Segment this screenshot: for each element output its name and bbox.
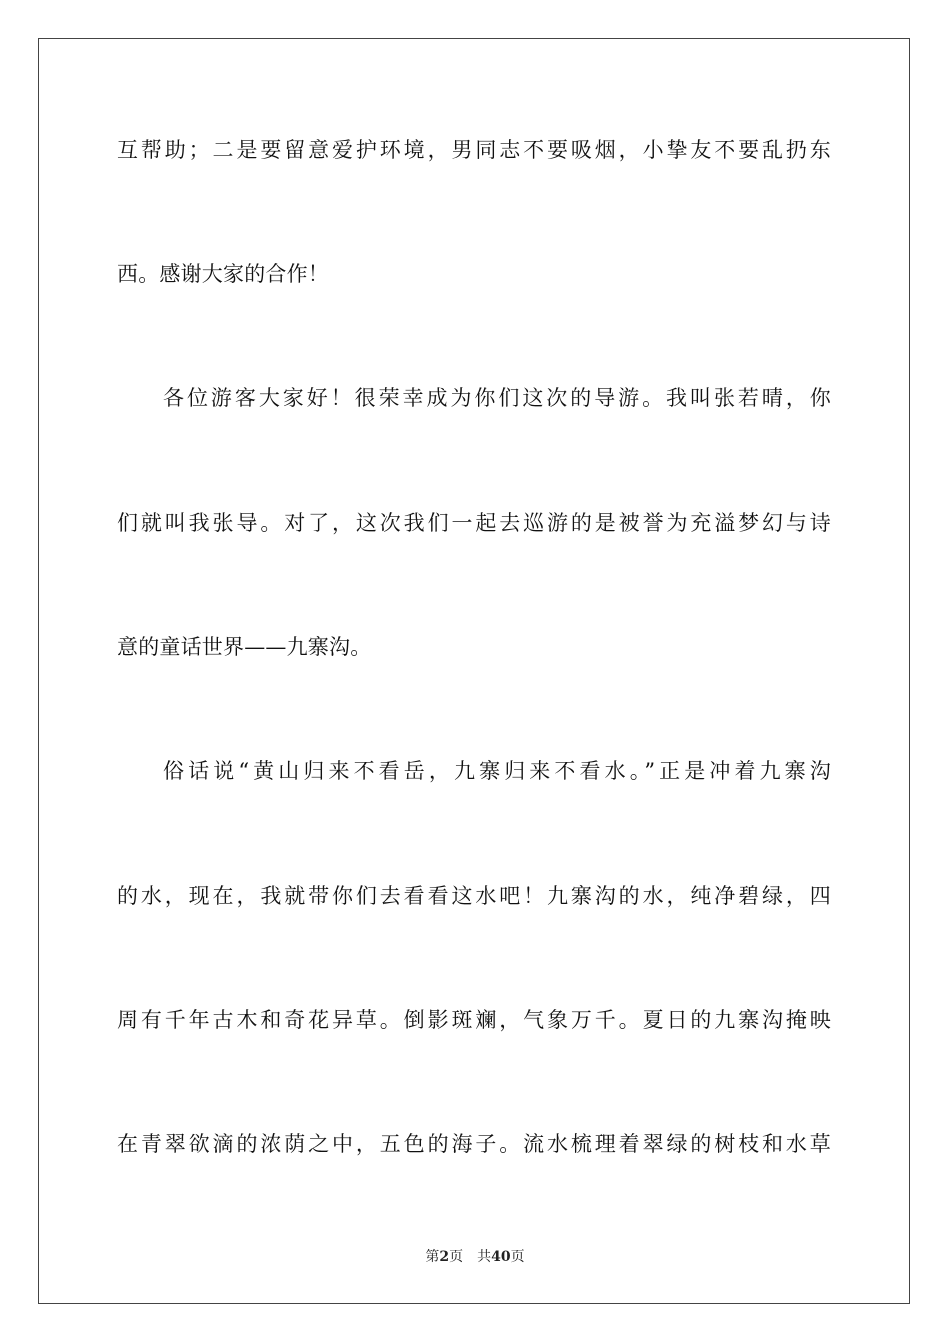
body-line-4: 们就叫我张导。对了，这次我们一起去巡游的是被誉为充溢梦幻与诗 bbox=[117, 511, 831, 535]
body-line-1: 互帮助；二是要留意爱护环境，男同志不要吸烟，小挚友不要乱扔东 bbox=[117, 138, 831, 162]
page-border bbox=[38, 38, 910, 1304]
total-prefix: 共 bbox=[477, 1249, 492, 1265]
body-line-2: 西。感谢大家的合作！ bbox=[117, 262, 329, 286]
body-line-3: 各位游客大家好！很荣幸成为你们这次的导游。我叫张若晴，你 bbox=[163, 386, 831, 410]
page-suffix: 页 bbox=[449, 1249, 464, 1265]
body-line-9: 在青翠欲滴的浓荫之中，五色的海子。流水梳理着翠绿的树枝和水草 bbox=[117, 1132, 831, 1156]
current-page-number: 2 bbox=[439, 1249, 450, 1265]
total-page-number: 40 bbox=[491, 1249, 511, 1265]
body-line-8: 周有千年古木和奇花异草。倒影斑斓，气象万千。夏日的九寨沟掩映 bbox=[117, 1008, 831, 1032]
page-footer bbox=[0, 1248, 950, 1266]
body-line-6: 俗话说“黄山归来不看岳，九寨归来不看水。”正是冲着九寨沟 bbox=[163, 759, 831, 783]
page-prefix: 第 bbox=[425, 1249, 440, 1265]
total-suffix: 页 bbox=[510, 1249, 525, 1265]
body-line-5: 意的童话世界——九寨沟。 bbox=[117, 635, 372, 659]
body-line-7: 的水，现在，我就带你们去看看这水吧！九寨沟的水，纯净碧绿，四 bbox=[117, 884, 831, 908]
